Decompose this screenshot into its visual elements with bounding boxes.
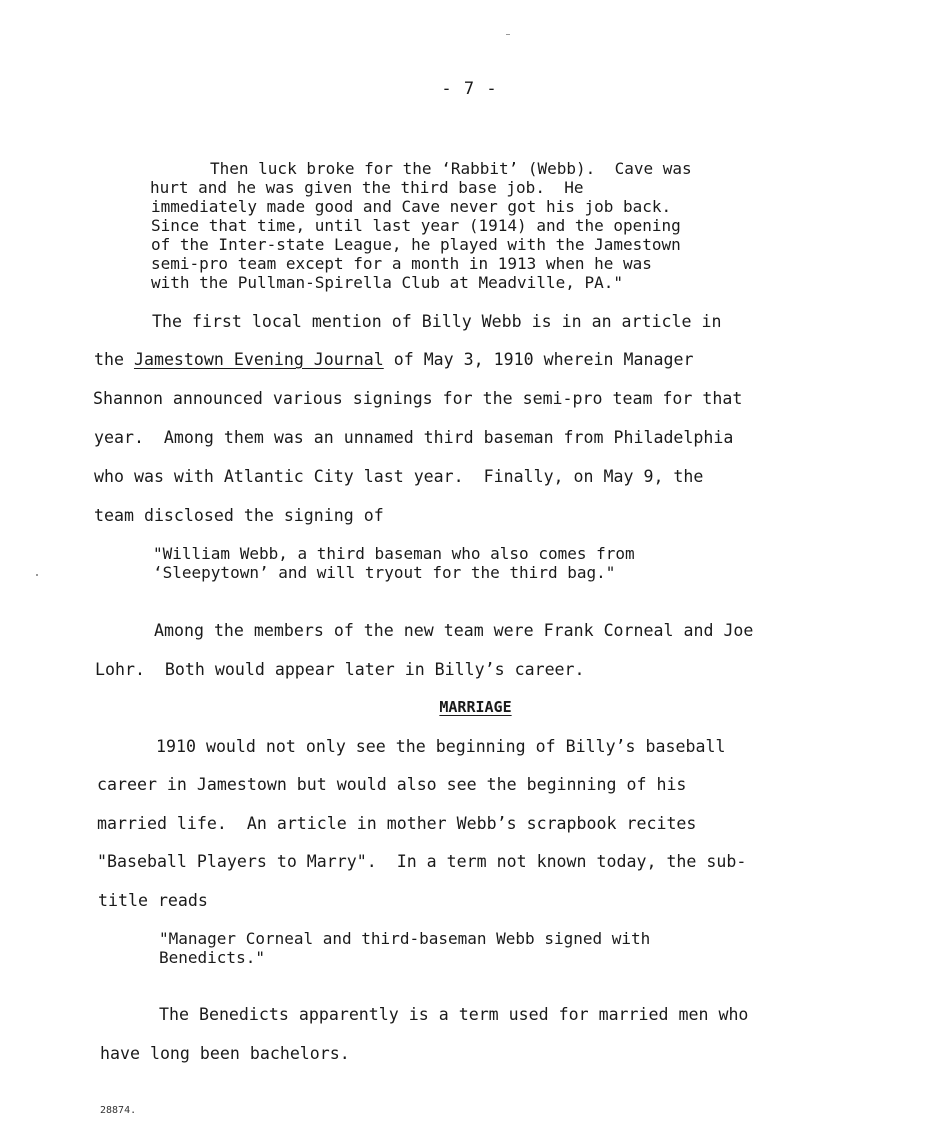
quote-line: of the Inter-state League, he played with the Jamestown	[151, 235, 681, 254]
quote-line: "Manager Corneal and third-baseman Webb signed with	[159, 929, 651, 948]
text-segment: of May 3, 1910 wherein Manager	[383, 350, 694, 369]
scan-speck	[36, 574, 38, 576]
paragraph-line: team disclosed the signing of	[94, 506, 384, 525]
paragraph-line: who was with Atlantic City last year. Finally, on May 9, the	[94, 467, 704, 486]
paragraph-line: have long been bachelors.	[100, 1044, 350, 1063]
paragraph-line	[94, 350, 693, 369]
quote-line: ‘Sleepytown’ and will tryout for the third bag."	[153, 563, 616, 582]
quote-line: immediately made good and Cave never got his job back.	[151, 197, 672, 216]
paragraph-line: year. Among them was an unnamed third baseman from Philadelphia	[94, 428, 734, 447]
text-segment: the	[94, 350, 134, 369]
paragraph-line: Lohr. Both would appear later in Billy’s career.	[95, 660, 585, 679]
page-number: - 7 -	[441, 79, 498, 99]
footer-code: 28874.	[100, 1105, 137, 1116]
quote-line: Since that time, until last year (1914) and the opening	[151, 216, 681, 235]
quote-line: Benedicts."	[159, 948, 265, 967]
newspaper-title: Jamestown Evening Journal	[133, 350, 384, 369]
quote-line: Then luck broke for the ‘Rabbit’ (Webb). Cave was	[210, 159, 692, 178]
paragraph-line: Among the members of the new team were Frank Corneal and Joe	[154, 621, 754, 640]
quote-line: with the Pullman-Spirella Club at Meadville, PA."	[151, 273, 624, 292]
paragraph-line: 1910 would not only see the beginning of Billy’s baseball	[156, 737, 726, 756]
paragraph-line: title reads	[98, 891, 208, 910]
paragraph-line: The Benedicts apparently is a term used for married men who	[159, 1005, 749, 1024]
quote-line: semi-pro team except for a month in 1913 when he was	[151, 254, 652, 273]
paragraph-line: The first local mention of Billy Webb is in an article in	[152, 312, 722, 331]
paragraph-line: married life. An article in mother Webb’s scrapbook recites	[97, 814, 697, 833]
quote-line: hurt and he was given the third base job. He	[150, 178, 584, 197]
quote-line: "William Webb, a third baseman who also comes from	[153, 544, 635, 563]
scan-speck	[506, 34, 510, 35]
paragraph-line: career in Jamestown but would also see the beginning of his	[97, 775, 687, 794]
section-heading: MARRIAGE	[439, 698, 512, 716]
paragraph-line: Shannon announced various signings for the semi-pro team for that	[93, 389, 743, 408]
paragraph-line: "Baseball Players to Marry". In a term not known today, the sub-	[97, 852, 747, 871]
